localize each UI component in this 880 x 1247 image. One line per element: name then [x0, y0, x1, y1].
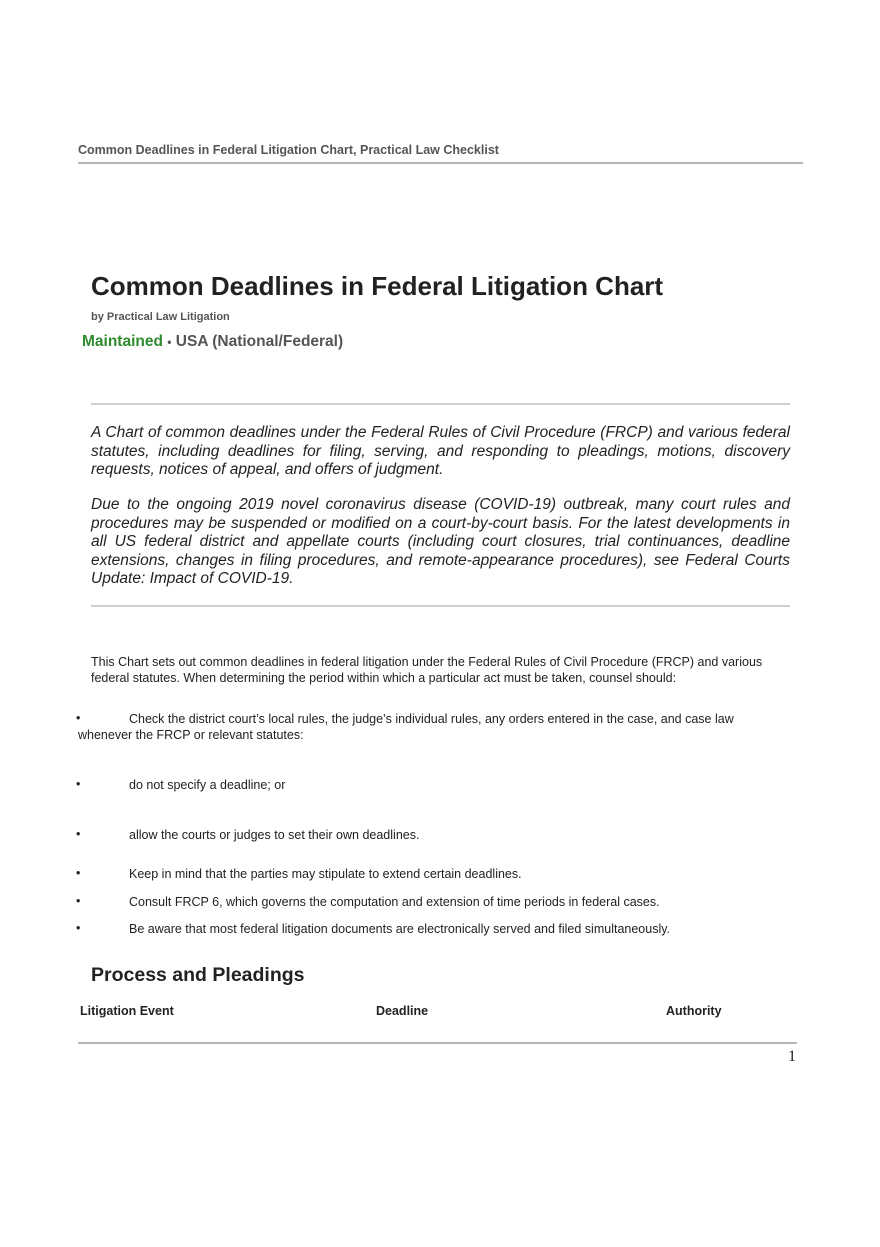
covid-notice-text: Due to the ongoing 2019 novel coronavirus disease (COVID-19) outbreak, many court rules and procedures may be suspended or modified on a court-by-court basis. For the latest developments in all US federal district and appellate courts (including court closures, trial continuances, deadline extensions, changes in filing procedures, and remote-appearance procedures), see	[91, 496, 790, 569]
bullet-icon: •	[76, 921, 81, 935]
intro-paragraph: This Chart sets out common deadlines in federal litigation under the Federal Rules of Civil Procedure (FRCP) and various federal statutes. When determining the period within which a particular act must be taken, counsel should:	[91, 655, 763, 685]
section-heading: Process and Pleadings	[91, 964, 305, 986]
table-header-event: Litigation Event	[80, 1004, 174, 1018]
list-item: allow the courts or judges to set their own deadlines.	[129, 828, 420, 842]
separator-dot: •	[167, 335, 172, 349]
byline: by Practical Law Litigation	[91, 311, 230, 323]
bullet-icon: •	[76, 827, 81, 841]
status-line	[82, 333, 343, 351]
bullet-icon: •	[76, 711, 81, 725]
document-title: Common Deadlines in Federal Litigation Chart	[91, 271, 664, 301]
list-item: do not specify a deadline; or	[129, 778, 286, 792]
page-number: 1	[788, 1048, 796, 1065]
summary-bottom-divider	[91, 605, 790, 607]
list-item: Keep in mind that the parties may stipulate to extend certain deadlines.	[129, 867, 522, 881]
summary-paragraph: A Chart of common deadlines under the Federal Rules of Civil Procedure (FRCP) and various federal statutes, including deadlines for filing, serving, and responding to pleadings, motions, discovery requests, notices of appeal, and offers of judgment.	[91, 424, 790, 478]
header-divider	[78, 162, 803, 164]
list-item: Check the district court’s local rules, the judge’s individual rules, any orders entered in the case, and case law	[129, 712, 734, 726]
list-item: Consult FRCP 6, which governs the computation and extension of time periods in federal cases.	[129, 895, 660, 909]
footer-divider	[78, 1042, 797, 1044]
table-header-deadline: Deadline	[376, 1004, 429, 1018]
bullet-icon: •	[76, 866, 81, 880]
bullet-icon: •	[76, 777, 81, 791]
covid-update-link[interactable]: Federal Courts Update: Impact of COVID-19	[91, 551, 790, 587]
status-badge: Maintained	[82, 333, 163, 350]
covid-notice-paragraph	[91, 496, 790, 589]
summary-top-divider	[91, 403, 790, 405]
bullet-icon: •	[76, 894, 81, 908]
list-item: Be aware that most federal litigation documents are electronically served and filed simultaneously.	[129, 922, 671, 936]
jurisdiction-label: USA (National/Federal)	[175, 333, 344, 350]
table-header-authority: Authority	[666, 1004, 722, 1018]
running-header: Common Deadlines in Federal Litigation Chart, Practical Law Checklist	[78, 143, 499, 157]
covid-notice-period: .	[289, 570, 294, 587]
list-item-continuation: whenever the FRCP or relevant statutes:	[78, 728, 304, 742]
